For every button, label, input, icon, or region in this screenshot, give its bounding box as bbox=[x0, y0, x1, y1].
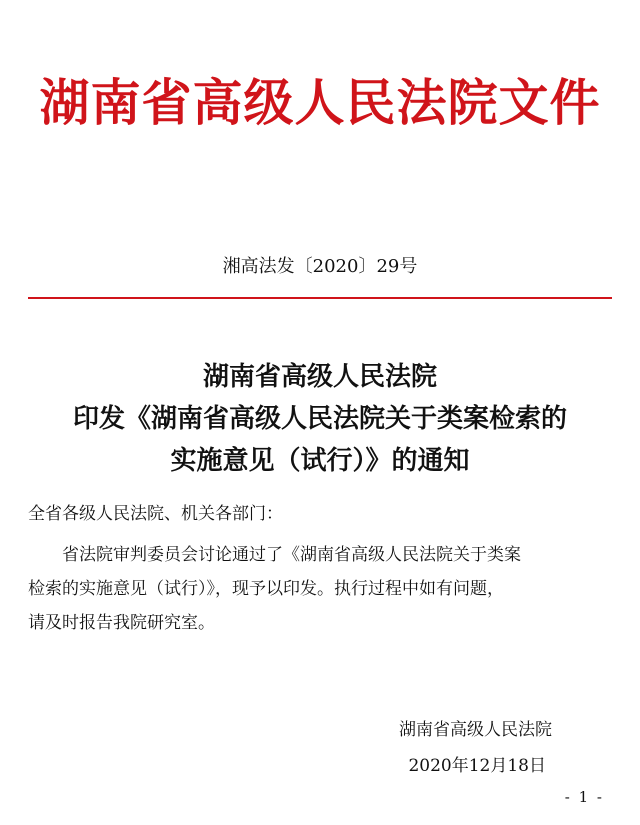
page-number: - 1 - bbox=[564, 788, 604, 806]
notice-title bbox=[0, 356, 640, 482]
red-divider-line bbox=[28, 297, 612, 299]
body-line-1: 省法院审判委员会讨论通过了《湖南省高级人民法院关于类案 bbox=[62, 545, 521, 565]
issue-date: 2020年12月18日 bbox=[408, 756, 546, 776]
addressee-line: 全省各级人民法院、机关各部门： bbox=[28, 504, 283, 524]
document-masthead: 湖南省高级人民法院文件 bbox=[39, 73, 601, 132]
issuing-authority: 湖南省高级人民法院 bbox=[399, 720, 552, 740]
body-line-2: 检索的实施意见（试行）》，现予以印发。执行过程中如有问题， bbox=[28, 579, 504, 599]
title-line-2: 印发《湖南省高级人民法院关于类案检索的 bbox=[72, 404, 567, 434]
body-paragraph bbox=[28, 538, 612, 640]
document-number: 湘高法发〔2020〕29号 bbox=[222, 256, 418, 277]
title-line-1: 湖南省高级人民法院 bbox=[202, 362, 437, 392]
body-line-3: 请及时报告我院研究室。 bbox=[28, 613, 215, 633]
title-line-3: 实施意见（试行）》的通知 bbox=[170, 446, 470, 476]
